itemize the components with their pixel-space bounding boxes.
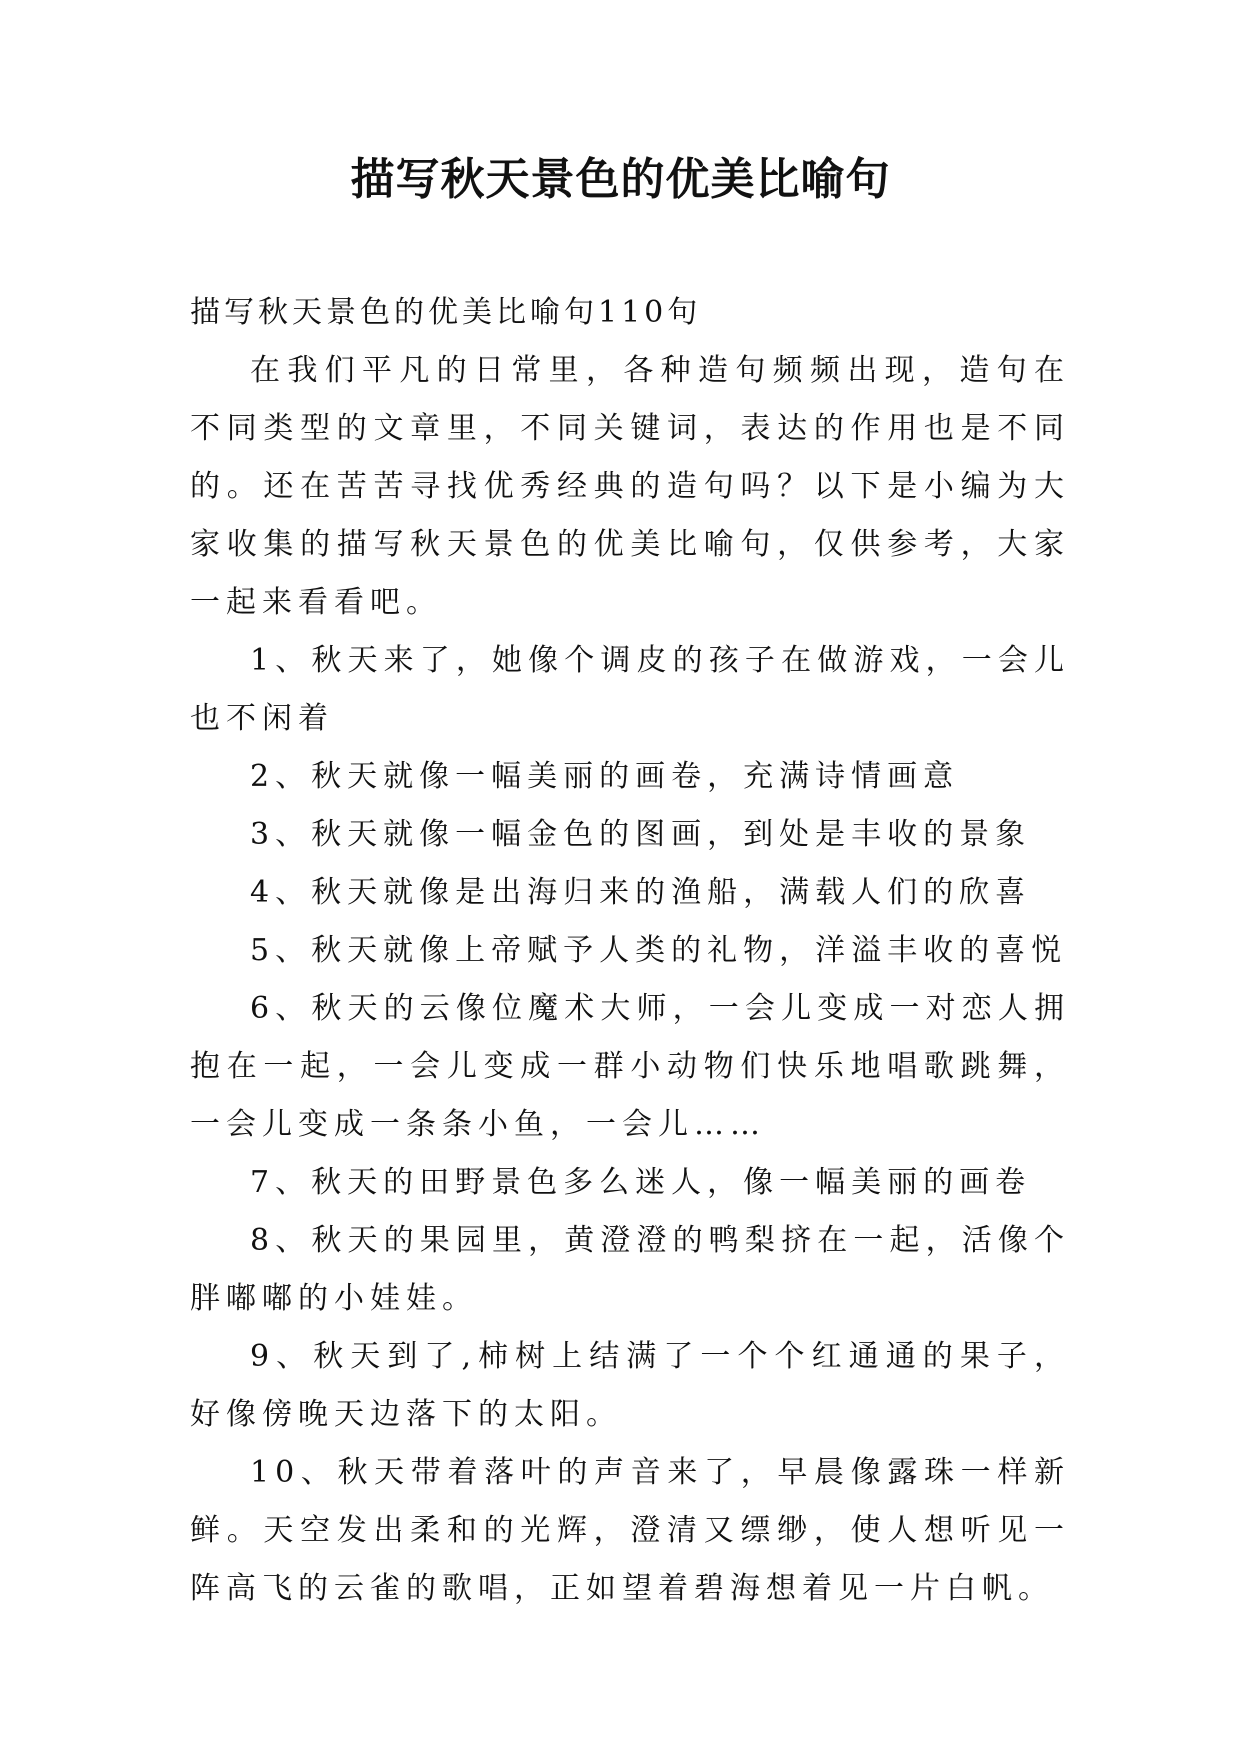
list-item: 9、秋天到了,柿树上结满了一个个红通通的果子，好像傍晚天边落下的太阳。 (190, 1339, 1070, 1432)
list-item: 7、秋天的田野景色多么迷人，像一幅美丽的画卷 (250, 1165, 1032, 1200)
list-item: 5、秋天就像上帝赋予人类的礼物，洋溢丰收的喜悦 (250, 933, 1068, 968)
list-item: 10、秋天带着落叶的声音来了，早晨像露珠一样新鲜。天空发出柔和的光辉，澄清又缥缈，使人想听见一阵高飞的云雀的歌唱，正如望着碧海想着见一片白帆。 (190, 1455, 1070, 1606)
list-item: 3、秋天就像一幅金色的图画，到处是丰收的景象 (250, 817, 1032, 852)
document-subtitle: 描写秋天景色的优美比喻句110句 (190, 295, 702, 330)
list-item: 6、秋天的云像位魔术大师，一会儿变成一对恋人拥抱在一起，一会儿变成一群小动物们快乐地唱歌跳舞，一会儿变成一条条小鱼，一会儿…… (190, 991, 1070, 1142)
list-item: 8、秋天的果园里，黄澄澄的鸭梨挤在一起，活像个胖嘟嘟的小娃娃。 (190, 1223, 1070, 1316)
list-item: 1、秋天来了，她像个调皮的孩子在做游戏，一会儿也不闲着 (190, 643, 1070, 736)
page-title: 描写秋天景色的优美比喻句 (350, 154, 891, 205)
intro-paragraph: 在我们平凡的日常里，各种造句频频出现，造句在不同类型的文章里，不同关键词，表达的作用也是不同的。还在苦苦寻找优秀经典的造句吗？以下是小编为大家收集的描写秋天景色的优美比喻句，仅供参考，大家一起来看看吧。 (190, 353, 1070, 620)
list-item: 2、秋天就像一幅美丽的画卷，充满诗情画意 (250, 759, 960, 794)
document-body (190, 284, 1070, 1618)
list-item: 4、秋天就像是出海归来的渔船，满载人们的欣喜 (250, 875, 1032, 910)
